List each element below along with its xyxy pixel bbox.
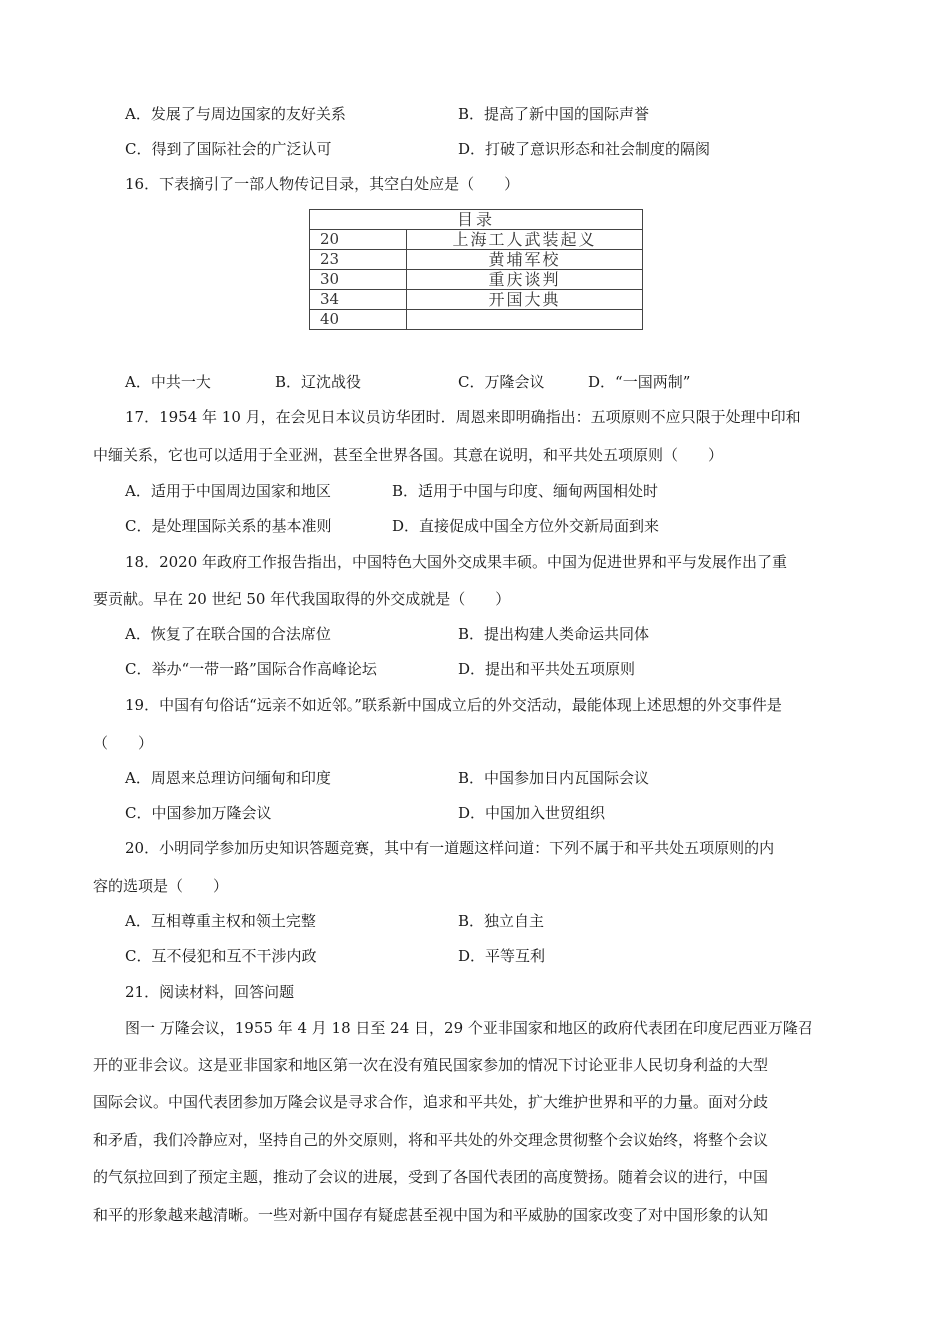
q19-option-c: C．中国参加万隆会议: [125, 804, 272, 822]
q20-option-b: B．独立自主: [458, 912, 545, 930]
toc-page: 40: [310, 310, 407, 330]
q17-option-c: C．是处理国际关系的基本准则: [125, 517, 332, 535]
q19-option-b: B．中国参加日内瓦国际会议: [458, 769, 650, 787]
q15-option-d: D．打破了意识形态和社会制度的隔阂: [458, 140, 711, 158]
q16-option-b: B．辽沈战役: [275, 373, 362, 391]
q16-stem: 16．下表摘引了一部人物传记目录，其空白处应是（ ）: [125, 175, 520, 193]
q17-option-a: A．适用于中国周边国家和地区: [125, 482, 331, 500]
q18-stem-line1: 18．2020 年政府工作报告指出，中国特色大国外交成果丰硕。中国为促进世界和平与发展作出了重: [125, 553, 788, 571]
q21-material-line1: 图一 万隆会议，1955 年 4 月 18 日至 24 日，29 个亚非国家和地区的政府代表团在印度尼西亚万隆召: [125, 1019, 813, 1037]
toc-row: [310, 270, 643, 290]
q16-option-d: D．“一国两制”: [588, 373, 691, 391]
toc-row: [310, 250, 643, 270]
q18-stem-line2: 要贡献。早在 20 世纪 50 年代我国取得的外交成就是（ ）: [93, 590, 511, 608]
toc-title: 黄埔军校: [407, 250, 643, 270]
q21-material-line2: 开的亚非会议。这是亚非国家和地区第一次在没有殖民国家参加的情况下讨论亚非人民切身利益的大型: [93, 1056, 769, 1074]
q15-option-b: B．提高了新中国的国际声誉: [458, 105, 650, 123]
biography-contents-table: [309, 209, 643, 330]
q15-option-a: A．发展了与周边国家的友好关系: [125, 105, 346, 123]
q18-option-d: D．提出和平共处五项原则: [458, 660, 636, 678]
q17-option-b: B．适用于中国与印度、缅甸两国相处时: [392, 482, 659, 500]
q19-option-d: D．中国加入世贸组织: [458, 804, 606, 822]
toc-page: 23: [310, 250, 407, 270]
q19-stem-line2: （ ）: [93, 734, 154, 752]
q18-option-c: C．举办“一带一路”国际合作高峰论坛: [125, 660, 377, 678]
q17-option-d: D．直接促成中国全方位外交新局面到来: [392, 517, 660, 535]
toc-title: 上海工人武装起义: [407, 230, 643, 250]
q21-material-line3: 国际会议。中国代表团参加万隆会议是寻求合作，追求和平共处，扩大维护世界和平的力量。面对分歧: [93, 1093, 769, 1111]
toc-header: 目录: [310, 210, 643, 230]
q18-option-a: A．恢复了在联合国的合法席位: [125, 625, 331, 643]
q15-option-c: C．得到了国际社会的广泛认可: [125, 140, 332, 158]
toc-page: 20: [310, 230, 407, 250]
q21-material-line6: 和平的形象越来越清晰。一些对新中国存有疑虑甚至视中国为和平威胁的国家改变了对中国形象的认知: [93, 1206, 769, 1224]
toc-page: 30: [310, 270, 407, 290]
q21-material-line5: 的气氛拉回到了预定主题，推动了会议的进展，受到了各国代表团的高度赞扬。随着会议的进行，中国: [93, 1168, 769, 1186]
q20-stem-line1: 20．小明同学参加历史知识答题竞赛，其中有一道题这样问道：下列不属于和平共处五项原则的内: [125, 839, 775, 857]
q17-stem-line2: 中缅关系，它也可以适用于全亚洲，甚至全世界各国。其意在说明，和平共处五项原则（ ）: [93, 446, 724, 464]
q19-stem-line1: 19．中国有句俗话“远亲不如近邻。”联系新中国成立后的外交活动，最能体现上述思想的外交事件是: [125, 696, 782, 714]
q19-option-a: A．周恩来总理访问缅甸和印度: [125, 769, 331, 787]
toc-title: 开国大典: [407, 290, 643, 310]
q16-option-a: A．中共一大: [125, 373, 211, 391]
toc-title: 重庆谈判: [407, 270, 643, 290]
toc-row: [310, 290, 643, 310]
toc-title-blank: [407, 310, 643, 330]
q21-material-line4: 和矛盾，我们冷静应对，坚持自己的外交原则，将和平共处的外交理念贯彻整个会议始终，将整个会议: [93, 1131, 769, 1149]
toc-page: 34: [310, 290, 407, 310]
toc-row: [310, 230, 643, 250]
toc-row: [310, 310, 643, 330]
q20-option-d: D．平等互利: [458, 947, 546, 965]
q20-option-c: C．互不侵犯和互不干涉内政: [125, 947, 317, 965]
q16-option-c: C．万隆会议: [458, 373, 545, 391]
q17-stem-line1: 17．1954 年 10 月，在会见日本议员访华团时．周恩来即明确指出：五项原则不应只限于处理中印和: [125, 408, 801, 426]
q21-stem: 21．阅读材料，回答问题: [125, 983, 295, 1001]
q20-option-a: A．互相尊重主权和领土完整: [125, 912, 316, 930]
q20-stem-line2: 容的选项是（ ）: [93, 877, 229, 895]
q18-option-b: B．提出构建人类命运共同体: [458, 625, 650, 643]
